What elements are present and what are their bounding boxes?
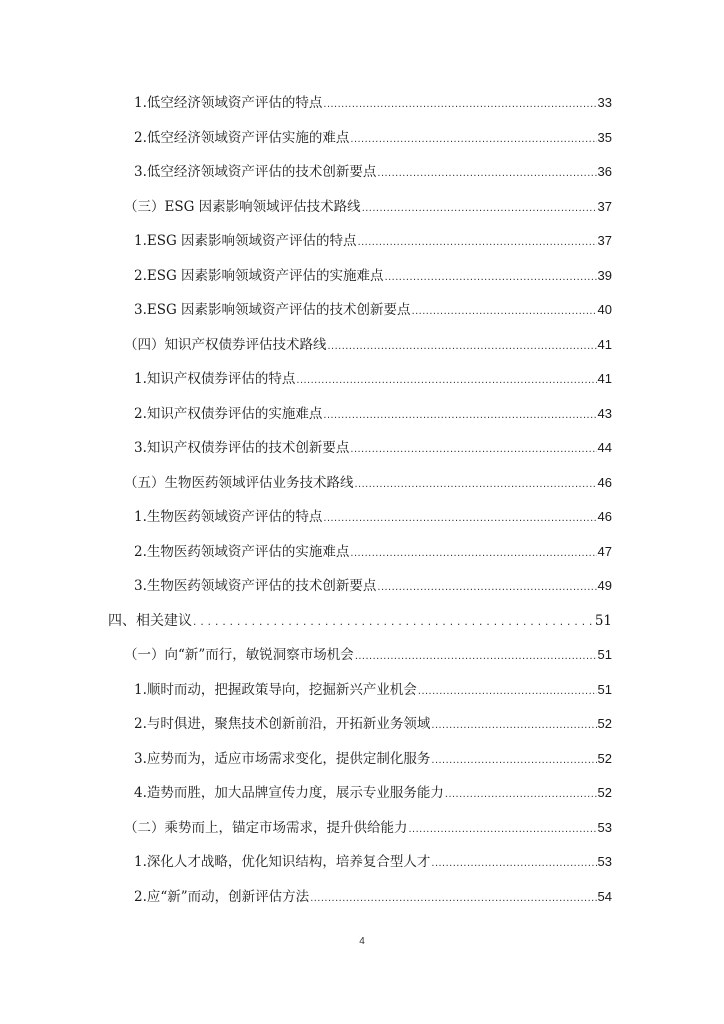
toc-entry-page: 44 [597,440,612,455]
toc-leader-dots [323,95,596,113]
toc-entry-page: 53 [597,820,612,835]
toc-entry[interactable] [124,198,612,217]
toc-entry-title: 1.生物医药领域资产评估的特点 [134,509,323,525]
toc-leader-dots [362,199,597,217]
toc-leader-dots [431,751,596,769]
toc-entry[interactable] [134,715,612,734]
toc-entry-title: 1.深化人才战略，优化知识结构，培养复合型人才 [134,854,431,870]
toc-entry-page: 51 [597,647,612,662]
toc-entry-page: 33 [597,95,612,110]
toc-entry[interactable] [134,681,612,700]
toc-entry-title: 3.低空经济领域资产评估的技术创新要点 [134,164,377,180]
toc-leader-dots [358,233,597,251]
toc-leader-dots [377,578,596,596]
toc-entry[interactable] [134,750,612,769]
toc-entry[interactable] [134,301,612,320]
toc-entry-title: （三）ESG 因素影响领域评估技术路线 [124,199,361,215]
toc-entry-page: 43 [597,406,612,421]
toc-entry[interactable] [134,232,612,251]
toc-entry-title: 4.造势而胜，加大品牌宣传力度，展示专业服务能力 [134,785,444,801]
toc-entry[interactable] [134,853,612,872]
toc-entry[interactable] [134,577,612,596]
toc-entry-page: 54 [597,889,612,904]
toc-entry-page: 46 [597,475,612,490]
toc-entry-page: 47 [597,544,612,559]
toc-entry-title: （二）乘势而上，锚定市场需求，提升供给能力 [124,820,408,836]
toc-entry[interactable] [134,508,612,527]
toc-entry-title: （一）向“新”而行，敏锐洞察市场机会 [124,647,354,663]
toc-leader-dots [385,268,597,286]
toc-entry-page: 37 [597,233,612,248]
toc-entry-title: 2.ESG 因素影响领域资产评估的实施难点 [134,268,384,284]
toc-leader-dots [350,130,596,148]
toc-entry-page: 52 [597,785,612,800]
toc-leader-dots [431,716,596,734]
toc-entry-page: 35 [597,130,612,145]
toc-entry-title: 3.知识产权债券评估的技术创新要点 [134,440,350,456]
toc-entry-title: 3.应势而为，适应市场需求变化，提供定制化服务 [134,751,431,767]
toc-leader-dots [412,302,597,320]
toc-entry-page: 41 [597,371,612,386]
toc-entry[interactable] [134,163,612,182]
toc-leader-dots [310,889,596,907]
toc-entry[interactable] [124,474,612,493]
toc-entry-page: 53 [597,854,612,869]
toc-entry[interactable] [134,370,612,389]
toc-entry[interactable] [134,543,612,562]
toc-leader-dots [350,544,596,562]
toc-entry-page: 40 [597,302,612,317]
toc-entry-title: 3.ESG 因素影响领域资产评估的技术创新要点 [134,302,411,318]
toc-entry[interactable] [134,129,612,148]
toc-entry-title: 2.生物医药领域资产评估的实施难点 [134,544,350,560]
page-number: 4 [359,936,365,947]
toc-leader-dots [328,337,597,355]
toc-entry-title: 1.顺时而动，把握政策导向，挖掘新兴产业机会 [134,682,417,698]
toc-leader-dots [445,785,597,803]
toc-leader-dots [323,509,596,527]
toc-entry-title: 2.应“新”而动，创新评估方法 [134,889,310,905]
toc-leader-dots [431,854,596,872]
toc-entry-title: 2.知识产权债券评估的实施难点 [134,406,323,422]
toc-entry-page: 46 [597,509,612,524]
toc-leader-dots [355,475,597,493]
toc-leader-dots [323,406,596,424]
toc-leader-dots [355,647,597,665]
toc-entry-title: 四、相关建议 [108,613,192,629]
toc-entry[interactable] [134,439,612,458]
toc-leader-dots [296,371,596,389]
toc-entry-page: 49 [597,578,612,593]
toc-entry-title: （四）知识产权债券评估技术路线 [124,337,327,353]
toc-entry-page: 52 [597,716,612,731]
toc-entry-major[interactable] [108,612,612,630]
toc-entry[interactable] [134,94,612,113]
toc-entry[interactable] [134,888,612,907]
toc-leader-dots [409,820,597,838]
toc-leader-dots [193,612,594,630]
toc-leader-dots [350,440,596,458]
toc-entry-page: 39 [597,268,612,283]
toc-entry-title: 1.低空经济领域资产评估的特点 [134,95,323,111]
toc-leader-dots [418,682,597,700]
toc-entry[interactable] [124,646,612,665]
toc-leader-dots [377,164,596,182]
toc-entry-title: 2.低空经济领域资产评估实施的难点 [134,130,350,146]
toc-entry-page: 51 [597,682,612,697]
toc-entry-page: 52 [597,751,612,766]
toc-entry-title: （五）生物医药领域评估业务技术路线 [124,475,354,491]
toc-entry[interactable] [124,336,612,355]
toc-entry[interactable] [124,819,612,838]
toc-entry-title: 3.生物医药领域资产评估的技术创新要点 [134,578,377,594]
toc-entry-page: 36 [597,164,612,179]
toc-entry-title: 1.知识产权债券评估的特点 [134,371,296,387]
toc-entry[interactable] [134,267,612,286]
toc-entry-page: 41 [597,337,612,352]
toc-entry-title: 2.与时俱进，聚焦技术创新前沿，开拓新业务领域 [134,716,431,732]
toc-entry-page: 37 [597,199,612,214]
toc-entry-page: 51 [594,613,612,629]
toc-entry[interactable] [134,405,612,424]
toc-entry[interactable] [134,784,612,803]
toc-entry-title: 1.ESG 因素影响领域资产评估的特点 [134,233,357,249]
